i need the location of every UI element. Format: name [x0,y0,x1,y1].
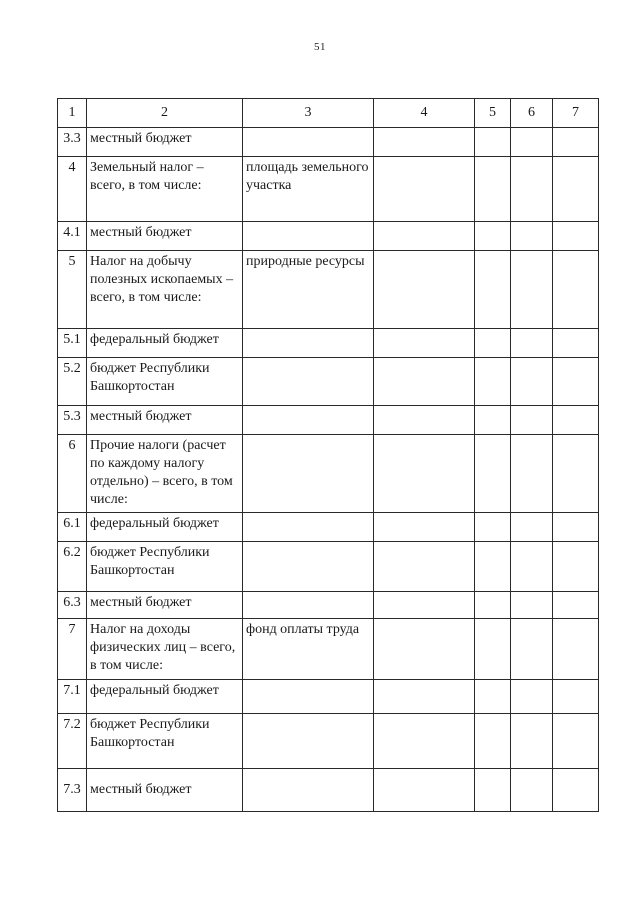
table-row [58,769,599,812]
cell-col-6 [511,542,553,592]
cell-col-4 [374,435,475,513]
header-col-3: 3 [243,99,374,128]
row-tax-base [243,406,374,435]
row-tax-base [243,714,374,769]
row-number: 5.2 [58,358,87,406]
table-row [58,680,599,714]
tax-budget-table [57,98,599,812]
cell-col-6 [511,769,553,812]
cell-col-7 [553,619,599,680]
cell-col-6 [511,619,553,680]
cell-col-6 [511,513,553,542]
header-col-2: 2 [87,99,243,128]
row-tax-base [243,128,374,157]
cell-col-6 [511,680,553,714]
row-number: 7.1 [58,680,87,714]
row-number: 5.3 [58,406,87,435]
cell-col-7 [553,769,599,812]
table-row [58,251,599,329]
cell-col-5 [475,222,511,251]
cell-col-7 [553,513,599,542]
row-tax-base [243,542,374,592]
cell-col-5 [475,769,511,812]
row-description: местный бюджет [87,406,243,435]
cell-col-4 [374,592,475,619]
row-tax-base [243,769,374,812]
row-tax-base [243,358,374,406]
table-row [58,406,599,435]
row-number: 6.3 [58,592,87,619]
row-number: 7 [58,619,87,680]
row-description: Прочие налоги (расчет по каждому налогу отдельно) – всего, в том числе: [87,435,243,513]
cell-col-6 [511,358,553,406]
cell-col-4 [374,128,475,157]
row-tax-base [243,435,374,513]
row-description: местный бюджет [87,592,243,619]
row-tax-base: природные ресурсы [243,251,374,329]
row-description: Земельный налог – всего, в том числе: [87,157,243,222]
cell-col-5 [475,513,511,542]
cell-col-4 [374,619,475,680]
row-description: местный бюджет [87,222,243,251]
row-number: 6.2 [58,542,87,592]
row-number: 7.3 [58,769,87,812]
header-row [58,99,599,128]
cell-col-4 [374,358,475,406]
cell-col-6 [511,329,553,358]
cell-col-6 [511,435,553,513]
cell-col-5 [475,406,511,435]
cell-col-6 [511,222,553,251]
cell-col-4 [374,769,475,812]
row-description: местный бюджет [87,128,243,157]
cell-col-4 [374,157,475,222]
header-col-4: 4 [374,99,475,128]
row-tax-base [243,680,374,714]
row-tax-base [243,513,374,542]
row-number: 4 [58,157,87,222]
row-description: федеральный бюджет [87,329,243,358]
cell-col-5 [475,329,511,358]
cell-col-4 [374,542,475,592]
row-number: 6.1 [58,513,87,542]
row-number: 7.2 [58,714,87,769]
cell-col-7 [553,358,599,406]
row-number: 6 [58,435,87,513]
table-row [58,619,599,680]
table-row [58,222,599,251]
row-description: бюджет Республики Башкортостан [87,542,243,592]
row-number: 3.3 [58,128,87,157]
row-description: федеральный бюджет [87,680,243,714]
cell-col-7 [553,251,599,329]
cell-col-7 [553,157,599,222]
row-tax-base [243,592,374,619]
row-tax-base [243,222,374,251]
cell-col-5 [475,680,511,714]
row-description: федеральный бюджет [87,513,243,542]
row-tax-base [243,329,374,358]
table-row [58,513,599,542]
cell-col-5 [475,592,511,619]
cell-col-5 [475,128,511,157]
table-row [58,329,599,358]
row-description: бюджет Республики Башкортостан [87,358,243,406]
header-col-5: 5 [475,99,511,128]
cell-col-4 [374,222,475,251]
row-description: местный бюджет [87,769,243,812]
header-col-6: 6 [511,99,553,128]
row-description: Налог на доходы физических лиц – всего, в том числе: [87,619,243,680]
table-row [58,714,599,769]
table-row [58,592,599,619]
table-row [58,435,599,513]
cell-col-6 [511,714,553,769]
cell-col-6 [511,128,553,157]
cell-col-5 [475,714,511,769]
row-description: Налог на добычу полезных ископаемых – всего, в том числе: [87,251,243,329]
cell-col-4 [374,513,475,542]
table-row [58,157,599,222]
row-number: 4.1 [58,222,87,251]
row-tax-base: площадь земельного участка [243,157,374,222]
cell-col-6 [511,592,553,619]
header-col-1: 1 [58,99,87,128]
cell-col-4 [374,714,475,769]
cell-col-4 [374,680,475,714]
cell-col-6 [511,251,553,329]
table-row [58,542,599,592]
cell-col-7 [553,222,599,251]
cell-col-5 [475,542,511,592]
cell-col-5 [475,358,511,406]
header-col-7: 7 [553,99,599,128]
page-number: 51 [314,41,326,53]
cell-col-7 [553,714,599,769]
cell-col-6 [511,406,553,435]
cell-col-4 [374,406,475,435]
row-tax-base: фонд оплаты труда [243,619,374,680]
cell-col-7 [553,128,599,157]
cell-col-7 [553,542,599,592]
cell-col-7 [553,329,599,358]
cell-col-4 [374,329,475,358]
row-number: 5.1 [58,329,87,358]
cell-col-6 [511,157,553,222]
row-description: бюджет Республики Башкортостан [87,714,243,769]
cell-col-7 [553,680,599,714]
cell-col-5 [475,619,511,680]
cell-col-7 [553,592,599,619]
cell-col-5 [475,157,511,222]
row-number: 5 [58,251,87,329]
cell-col-5 [475,435,511,513]
table-row [58,128,599,157]
table-row [58,358,599,406]
cell-col-5 [475,251,511,329]
cell-col-4 [374,251,475,329]
cell-col-7 [553,406,599,435]
cell-col-7 [553,435,599,513]
